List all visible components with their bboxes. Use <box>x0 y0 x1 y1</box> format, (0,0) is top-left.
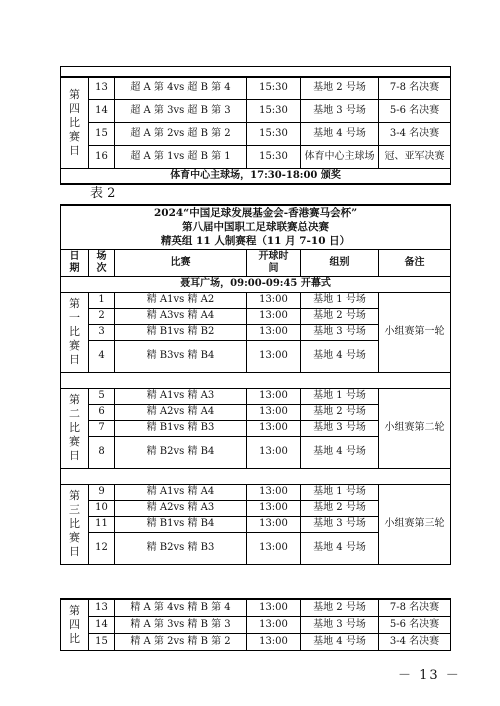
match-note: 5-6 名决赛 <box>379 616 451 633</box>
kickoff-time: 13:00 <box>247 500 301 516</box>
match-name: 精 B3vs 精 B4 <box>115 340 247 372</box>
match-number: 11 <box>89 516 115 532</box>
kickoff-time: 15:30 <box>247 123 301 146</box>
group-venue: 基地 1 号场 <box>301 388 379 404</box>
table-row <box>61 67 451 77</box>
match-number: 12 <box>89 532 115 564</box>
match-number: 15 <box>89 123 115 146</box>
kickoff-time: 13:00 <box>247 599 301 616</box>
table-title-line: 精英组 11 人制赛程（11 月 7-10 日） <box>61 234 451 249</box>
group-venue: 基地 3 号场 <box>301 616 379 633</box>
day-label: 第 一 比 赛 日 <box>61 292 89 372</box>
table-row <box>61 146 451 169</box>
kickoff-time: 13:00 <box>247 404 301 420</box>
kickoff-time: 13:00 <box>247 516 301 532</box>
group-venue: 基地 2 号场 <box>301 599 379 616</box>
table-row <box>61 468 451 484</box>
table-row <box>61 77 451 100</box>
kickoff-time: 13:00 <box>247 436 301 468</box>
kickoff-time: 13:00 <box>247 532 301 564</box>
kickoff-time: 13:00 <box>247 292 301 308</box>
group-venue: 基地 4 号场 <box>301 633 379 650</box>
kickoff-time: 13:00 <box>247 388 301 404</box>
day-label: 第 四 比 <box>61 599 89 650</box>
table-header-row <box>61 249 451 276</box>
kickoff-time: 13:00 <box>247 340 301 372</box>
day-label: 第 三 比 赛 日 <box>61 484 89 564</box>
group-venue: 基地 4 号场 <box>301 436 379 468</box>
table-row <box>61 276 451 292</box>
match-number: 16 <box>89 146 115 169</box>
table-label: 表 2 <box>90 186 116 201</box>
match-number: 4 <box>89 340 115 372</box>
header-match-number: 场 次 <box>89 249 115 276</box>
match-note: 7-8 名决赛 <box>379 77 451 100</box>
table-row <box>61 616 451 633</box>
row-spacer <box>61 372 451 388</box>
table-row <box>61 372 451 388</box>
kickoff-time: 13:00 <box>247 633 301 650</box>
table-row <box>61 123 451 146</box>
match-number: 15 <box>89 633 115 650</box>
row-spacer <box>61 468 451 484</box>
page-number: － 13 － <box>398 668 461 683</box>
round-note: 小组赛第一轮 <box>379 292 451 372</box>
elite-schedule-table <box>60 204 451 565</box>
match-name: 精 B1vs 精 B4 <box>115 516 247 532</box>
round-note: 小组赛第三轮 <box>379 484 451 564</box>
match-name: 精 A3vs 精 A4 <box>115 308 247 324</box>
table-row <box>61 169 451 184</box>
kickoff-time: 13:00 <box>247 616 301 633</box>
table-row <box>61 633 451 650</box>
round-note: 小组赛第二轮 <box>379 388 451 468</box>
match-number: 9 <box>89 484 115 500</box>
group-venue: 基地 1 号场 <box>301 292 379 308</box>
match-number: 1 <box>89 292 115 308</box>
match-name: 精 B1vs 精 B3 <box>115 420 247 436</box>
match-number: 10 <box>89 500 115 516</box>
header-kickoff-time: 开球时 间 <box>247 249 301 276</box>
match-name: 精 B2vs 精 B4 <box>115 436 247 468</box>
table-row <box>61 100 451 123</box>
table-title-line: 第八届中国职工足球联赛总决赛 <box>61 220 451 234</box>
venue: 体育中心主球场 <box>301 146 379 169</box>
match-number: 6 <box>89 404 115 420</box>
group-venue: 基地 2 号场 <box>301 308 379 324</box>
kickoff-time: 15:30 <box>247 100 301 123</box>
match-name: 精 A1vs 精 A3 <box>115 388 247 404</box>
table-title-line: 2024“中国足球发展基金会-香港赛马会杯” <box>61 205 451 220</box>
match-number: 14 <box>89 100 115 123</box>
match-number: 3 <box>89 324 115 340</box>
group-venue: 基地 4 号场 <box>301 340 379 372</box>
kickoff-time: 13:00 <box>247 484 301 500</box>
match-number: 5 <box>89 388 115 404</box>
match-note: 3-4 名决赛 <box>379 123 451 146</box>
match-name: 超 A 第 3vs 超 B 第 3 <box>115 100 247 123</box>
group-venue: 基地 2 号场 <box>301 404 379 420</box>
match-number: 14 <box>89 616 115 633</box>
kickoff-time: 13:00 <box>247 324 301 340</box>
table-row <box>61 234 451 249</box>
top-schedule-table <box>60 66 451 185</box>
match-name: 精 A2vs 精 A4 <box>115 404 247 420</box>
match-note: 5-6 名决赛 <box>379 100 451 123</box>
header-day: 日 期 <box>61 249 89 276</box>
header-match: 比赛 <box>115 249 247 276</box>
match-name: 超 A 第 4vs 超 B 第 4 <box>115 77 247 100</box>
table-row <box>61 220 451 234</box>
match-name: 精 A 第 3vs 精 B 第 3 <box>115 616 247 633</box>
kickoff-time: 13:00 <box>247 308 301 324</box>
match-note: 7-8 名决赛 <box>379 599 451 616</box>
table-row <box>61 599 451 616</box>
match-number: 7 <box>89 420 115 436</box>
match-name: 精 A 第 2vs 精 B 第 2 <box>115 633 247 650</box>
group-venue: 基地 2 号场 <box>301 500 379 516</box>
venue: 基地 4 号场 <box>301 123 379 146</box>
match-name: 精 A1vs 精 A4 <box>115 484 247 500</box>
kickoff-time: 15:30 <box>247 146 301 169</box>
match-number: 2 <box>89 308 115 324</box>
match-number: 13 <box>89 77 115 100</box>
group-venue: 基地 4 号场 <box>301 532 379 564</box>
kickoff-time: 13:00 <box>247 420 301 436</box>
match-name: 超 A 第 1vs 超 B 第 1 <box>115 146 247 169</box>
match-name: 精 A 第 4vs 精 B 第 4 <box>115 599 247 616</box>
opening-ceremony-row: 聂耳广场，09:00-09:45 开幕式 <box>61 276 451 292</box>
table-row <box>61 205 451 220</box>
match-name: 精 B2vs 精 B3 <box>115 532 247 564</box>
venue: 基地 3 号场 <box>301 100 379 123</box>
match-name: 超 A 第 2vs 超 B 第 2 <box>115 123 247 146</box>
match-name: 精 B1vs 精 B2 <box>115 324 247 340</box>
group-venue: 基地 3 号场 <box>301 420 379 436</box>
elite-final-table <box>60 598 451 651</box>
header-note: 备注 <box>379 249 451 276</box>
table-row <box>61 292 451 308</box>
table-row <box>61 484 451 500</box>
table-row <box>61 388 451 404</box>
match-note: 3-4 名决赛 <box>379 633 451 650</box>
award-ceremony-row: 体育中心主球场，17:30-18:00 颁奖 <box>61 169 451 184</box>
match-name: 精 A2vs 精 A3 <box>115 500 247 516</box>
table-top-edge <box>61 67 451 77</box>
kickoff-time: 15:30 <box>247 77 301 100</box>
match-name: 精 A1vs 精 A2 <box>115 292 247 308</box>
match-number: 8 <box>89 436 115 468</box>
day-label: 第 四 比 赛 日 <box>61 77 89 169</box>
group-venue: 基地 3 号场 <box>301 516 379 532</box>
match-number: 13 <box>89 599 115 616</box>
day-label: 第 二 比 赛 日 <box>61 388 89 468</box>
group-venue: 基地 3 号场 <box>301 324 379 340</box>
group-venue: 基地 1 号场 <box>301 484 379 500</box>
header-group: 组别 <box>301 249 379 276</box>
match-note: 冠、亚军决赛 <box>379 146 451 169</box>
venue: 基地 2 号场 <box>301 77 379 100</box>
